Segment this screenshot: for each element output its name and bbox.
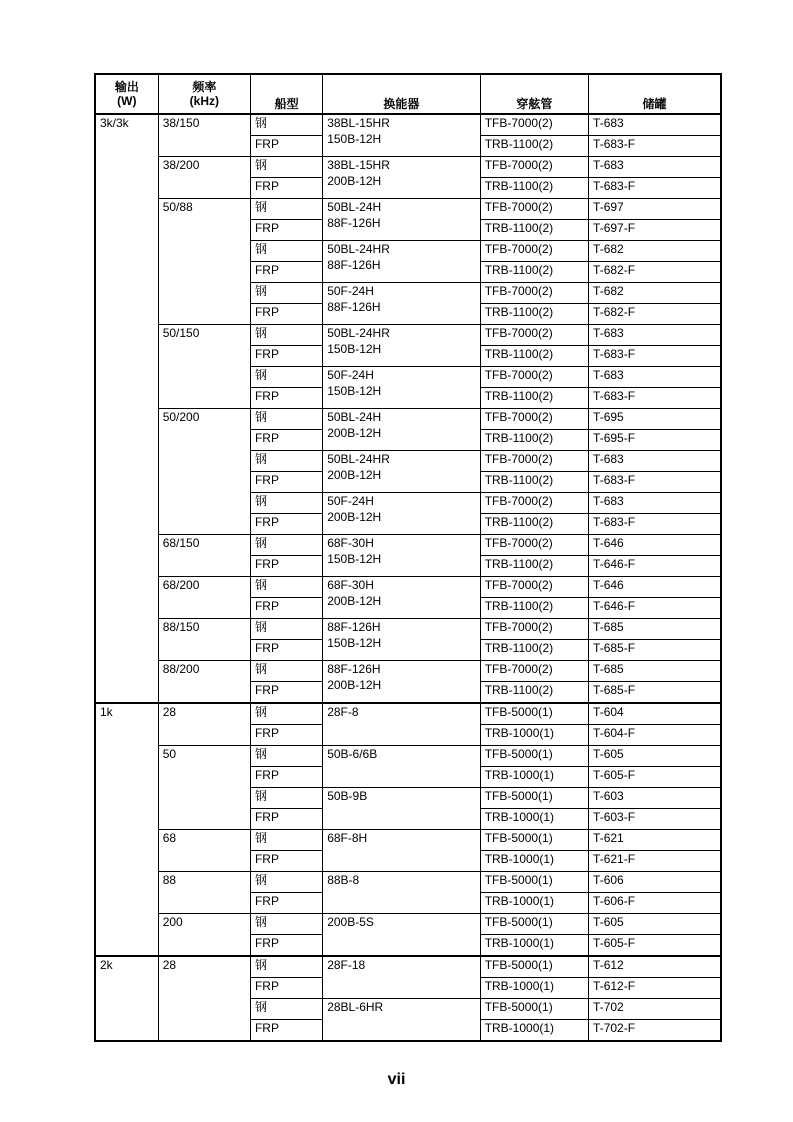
- through-hull-cell: TFB-7000(2): [480, 199, 588, 220]
- through-hull-cell: TRB-1100(2): [480, 262, 588, 283]
- hull-type-cell: FRP: [250, 346, 322, 367]
- hull-type-cell: FRP: [250, 514, 322, 535]
- tank-cell: T-605-F: [589, 935, 721, 957]
- tank-cell: T-683: [589, 325, 721, 346]
- frequency-cell: 50/200: [158, 409, 250, 535]
- hull-type-cell: 钢: [250, 788, 322, 809]
- hull-type-cell: FRP: [250, 136, 322, 157]
- through-hull-cell: TRB-1100(2): [480, 178, 588, 199]
- hull-type-cell: 钢: [250, 451, 322, 472]
- frequency-cell: 200: [158, 914, 250, 957]
- table-row: [95, 535, 721, 556]
- hull-type-cell: 钢: [250, 746, 322, 767]
- transducer-cell: 50F-24H 150B-12H: [323, 367, 481, 409]
- header-output: 输出 (W): [95, 74, 158, 114]
- transducer-cell: 88F-126H 150B-12H: [323, 619, 481, 661]
- tank-cell: T-605: [589, 746, 721, 767]
- through-hull-cell: TFB-7000(2): [480, 409, 588, 430]
- frequency-cell: 38/200: [158, 157, 250, 199]
- hull-type-cell: 钢: [250, 535, 322, 556]
- transducer-cell: 50B-9B: [323, 788, 481, 830]
- page-number: vii: [387, 1071, 406, 1088]
- table-row: [95, 199, 721, 220]
- hull-type-cell: FRP: [250, 598, 322, 619]
- through-hull-cell: TRB-1100(2): [480, 220, 588, 241]
- through-hull-cell: TFB-7000(2): [480, 367, 588, 388]
- tank-cell: T-683-F: [589, 472, 721, 493]
- hull-type-cell: FRP: [250, 767, 322, 788]
- table-row: [95, 956, 721, 978]
- frequency-cell: 50/150: [158, 325, 250, 409]
- through-hull-cell: TFB-5000(1): [480, 703, 588, 725]
- through-hull-cell: TFB-5000(1): [480, 788, 588, 809]
- hull-type-cell: 钢: [250, 241, 322, 262]
- hull-type-cell: FRP: [250, 851, 322, 872]
- tank-cell: T-682-F: [589, 304, 721, 325]
- header-through-hull: 穿舷管: [480, 74, 588, 114]
- tank-cell: T-697: [589, 199, 721, 220]
- tank-cell: T-604: [589, 703, 721, 725]
- through-hull-cell: TFB-5000(1): [480, 872, 588, 893]
- tank-cell: T-603: [589, 788, 721, 809]
- tank-cell: T-695-F: [589, 430, 721, 451]
- tank-cell: T-682: [589, 241, 721, 262]
- hull-type-cell: 钢: [250, 661, 322, 682]
- through-hull-cell: TFB-7000(2): [480, 577, 588, 598]
- tank-cell: T-605: [589, 914, 721, 935]
- transducer-cell: 88B-8: [323, 872, 481, 914]
- transducer-cell: 50BL-24HR 150B-12H: [323, 325, 481, 367]
- tank-cell: T-646-F: [589, 598, 721, 619]
- through-hull-cell: TFB-5000(1): [480, 914, 588, 935]
- hull-type-cell: FRP: [250, 935, 322, 957]
- table-row: [95, 577, 721, 598]
- hull-type-cell: FRP: [250, 978, 322, 999]
- hull-type-cell: 钢: [250, 914, 322, 935]
- hull-type-cell: 钢: [250, 872, 322, 893]
- hull-type-cell: 钢: [250, 577, 322, 598]
- hull-type-cell: FRP: [250, 304, 322, 325]
- through-hull-cell: TFB-7000(2): [480, 661, 588, 682]
- through-hull-cell: TRB-1000(1): [480, 767, 588, 788]
- hull-type-cell: 钢: [250, 283, 322, 304]
- frequency-cell: 28: [158, 956, 250, 1041]
- tank-cell: T-685: [589, 619, 721, 640]
- through-hull-cell: TRB-1000(1): [480, 893, 588, 914]
- through-hull-cell: TFB-7000(2): [480, 325, 588, 346]
- through-hull-cell: TFB-7000(2): [480, 114, 588, 136]
- tank-cell: T-683-F: [589, 514, 721, 535]
- through-hull-cell: TFB-5000(1): [480, 746, 588, 767]
- tank-cell: T-605-F: [589, 767, 721, 788]
- tank-cell: T-697-F: [589, 220, 721, 241]
- transducer-cell: 28F-8: [323, 703, 481, 746]
- tank-cell: T-683: [589, 367, 721, 388]
- table-row: [95, 703, 721, 725]
- tank-cell: T-603-F: [589, 809, 721, 830]
- through-hull-cell: TRB-1100(2): [480, 472, 588, 493]
- transducer-cell: 50F-24H 88F-126H: [323, 283, 481, 325]
- tank-cell: T-685-F: [589, 640, 721, 661]
- hull-type-cell: FRP: [250, 1020, 322, 1042]
- tank-cell: T-702: [589, 999, 721, 1020]
- frequency-cell: 68/200: [158, 577, 250, 619]
- transducer-cell: 28BL-6HR: [323, 999, 481, 1042]
- tank-cell: T-683: [589, 451, 721, 472]
- tank-cell: T-621: [589, 830, 721, 851]
- through-hull-cell: TFB-7000(2): [480, 451, 588, 472]
- hull-type-cell: 钢: [250, 325, 322, 346]
- hull-type-cell: 钢: [250, 199, 322, 220]
- through-hull-cell: TFB-7000(2): [480, 619, 588, 640]
- tank-cell: T-683-F: [589, 346, 721, 367]
- transducer-cell: 88F-126H 200B-12H: [323, 661, 481, 704]
- transducer-cell: 50BL-24H 200B-12H: [323, 409, 481, 451]
- through-hull-cell: TFB-7000(2): [480, 283, 588, 304]
- output-cell: 2k: [95, 956, 158, 1041]
- through-hull-cell: TRB-1100(2): [480, 640, 588, 661]
- through-hull-cell: TFB-5000(1): [480, 830, 588, 851]
- table-row: [95, 914, 721, 935]
- frequency-cell: 88: [158, 872, 250, 914]
- hull-type-cell: FRP: [250, 472, 322, 493]
- transducer-cell: 200B-5S: [323, 914, 481, 957]
- transducer-cell: 68F-8H: [323, 830, 481, 872]
- frequency-cell: 68: [158, 830, 250, 872]
- tank-cell: T-695: [589, 409, 721, 430]
- tank-cell: T-685: [589, 661, 721, 682]
- through-hull-cell: TRB-1100(2): [480, 682, 588, 704]
- table-row: [95, 746, 721, 767]
- table-row: [95, 409, 721, 430]
- transducer-cell: 50BL-24HR 200B-12H: [323, 451, 481, 493]
- hull-type-cell: FRP: [250, 682, 322, 704]
- through-hull-cell: TRB-1100(2): [480, 388, 588, 409]
- transducer-cell: 50BL-24HR 88F-126H: [323, 241, 481, 283]
- output-cell: 1k: [95, 703, 158, 956]
- through-hull-cell: TRB-1000(1): [480, 809, 588, 830]
- hull-type-cell: FRP: [250, 430, 322, 451]
- header-hull-type: 船型: [250, 74, 322, 114]
- table-row: [95, 619, 721, 640]
- tank-cell: T-682-F: [589, 262, 721, 283]
- hull-type-cell: 钢: [250, 367, 322, 388]
- hull-type-cell: FRP: [250, 893, 322, 914]
- transducer-cell: 28F-18: [323, 956, 481, 999]
- through-hull-cell: TRB-1100(2): [480, 598, 588, 619]
- tank-cell: T-683: [589, 114, 721, 136]
- frequency-cell: 38/150: [158, 114, 250, 157]
- hull-type-cell: 钢: [250, 114, 322, 136]
- transducer-compatibility-table: [94, 73, 722, 1042]
- frequency-cell: 88/200: [158, 661, 250, 704]
- through-hull-cell: TRB-1100(2): [480, 346, 588, 367]
- hull-type-cell: FRP: [250, 640, 322, 661]
- header-frequency: 频率 (kHz): [158, 74, 250, 114]
- through-hull-cell: TRB-1000(1): [480, 851, 588, 872]
- tank-cell: T-646: [589, 535, 721, 556]
- tank-cell: T-612-F: [589, 978, 721, 999]
- table-row: [95, 114, 721, 136]
- table-row: [95, 830, 721, 851]
- header-row: [95, 74, 721, 114]
- tank-cell: T-646-F: [589, 556, 721, 577]
- hull-type-cell: 钢: [250, 157, 322, 178]
- hull-type-cell: 钢: [250, 830, 322, 851]
- through-hull-cell: TRB-1100(2): [480, 514, 588, 535]
- hull-type-cell: 钢: [250, 493, 322, 514]
- transducer-cell: 38BL-15HR 150B-12H: [323, 114, 481, 157]
- transducer-cell: 68F-30H 150B-12H: [323, 535, 481, 577]
- frequency-cell: 88/150: [158, 619, 250, 661]
- tank-cell: T-604-F: [589, 725, 721, 746]
- header-tank: 储罐: [589, 74, 721, 114]
- table-body: [95, 114, 721, 1041]
- hull-type-cell: 钢: [250, 956, 322, 978]
- table-row: [95, 157, 721, 178]
- tank-cell: T-606: [589, 872, 721, 893]
- through-hull-cell: TRB-1100(2): [480, 556, 588, 577]
- tank-cell: T-646: [589, 577, 721, 598]
- hull-type-cell: FRP: [250, 178, 322, 199]
- through-hull-cell: TRB-1100(2): [480, 304, 588, 325]
- tank-cell: T-702-F: [589, 1020, 721, 1042]
- tank-cell: T-683-F: [589, 178, 721, 199]
- transducer-cell: 50B-6/6B: [323, 746, 481, 788]
- table-row: [95, 325, 721, 346]
- transducer-cell: 68F-30H 200B-12H: [323, 577, 481, 619]
- through-hull-cell: TFB-7000(2): [480, 241, 588, 262]
- through-hull-cell: TFB-5000(1): [480, 956, 588, 978]
- through-hull-cell: TFB-7000(2): [480, 493, 588, 514]
- tank-cell: T-683: [589, 493, 721, 514]
- hull-type-cell: FRP: [250, 556, 322, 577]
- hull-type-cell: 钢: [250, 999, 322, 1020]
- through-hull-cell: TRB-1000(1): [480, 725, 588, 746]
- transducer-cell: 38BL-15HR 200B-12H: [323, 157, 481, 199]
- hull-type-cell: 钢: [250, 409, 322, 430]
- through-hull-cell: TRB-1000(1): [480, 935, 588, 957]
- output-cell: 3k/3k: [95, 114, 158, 703]
- through-hull-cell: TRB-1000(1): [480, 978, 588, 999]
- transducer-cell: 50BL-24H 88F-126H: [323, 199, 481, 241]
- hull-type-cell: 钢: [250, 619, 322, 640]
- hull-type-cell: 钢: [250, 703, 322, 725]
- tank-cell: T-682: [589, 283, 721, 304]
- hull-type-cell: FRP: [250, 725, 322, 746]
- through-hull-cell: TRB-1100(2): [480, 136, 588, 157]
- frequency-cell: 28: [158, 703, 250, 746]
- tank-cell: T-683-F: [589, 388, 721, 409]
- through-hull-cell: TFB-7000(2): [480, 157, 588, 178]
- frequency-cell: 50: [158, 746, 250, 830]
- tank-cell: T-612: [589, 956, 721, 978]
- through-hull-cell: TFB-5000(1): [480, 999, 588, 1020]
- through-hull-cell: TRB-1000(1): [480, 1020, 588, 1042]
- through-hull-cell: TFB-7000(2): [480, 535, 588, 556]
- hull-type-cell: FRP: [250, 262, 322, 283]
- hull-type-cell: FRP: [250, 809, 322, 830]
- through-hull-cell: TRB-1100(2): [480, 430, 588, 451]
- frequency-cell: 50/88: [158, 199, 250, 325]
- table-row: [95, 872, 721, 893]
- header-transducer: 换能器: [323, 74, 481, 114]
- tank-cell: T-683-F: [589, 136, 721, 157]
- transducer-cell: 50F-24H 200B-12H: [323, 493, 481, 535]
- tank-cell: T-621-F: [589, 851, 721, 872]
- hull-type-cell: FRP: [250, 220, 322, 241]
- tank-cell: T-685-F: [589, 682, 721, 704]
- frequency-cell: 68/150: [158, 535, 250, 577]
- hull-type-cell: FRP: [250, 388, 322, 409]
- tank-cell: T-683: [589, 157, 721, 178]
- tank-cell: T-606-F: [589, 893, 721, 914]
- table-row: [95, 661, 721, 682]
